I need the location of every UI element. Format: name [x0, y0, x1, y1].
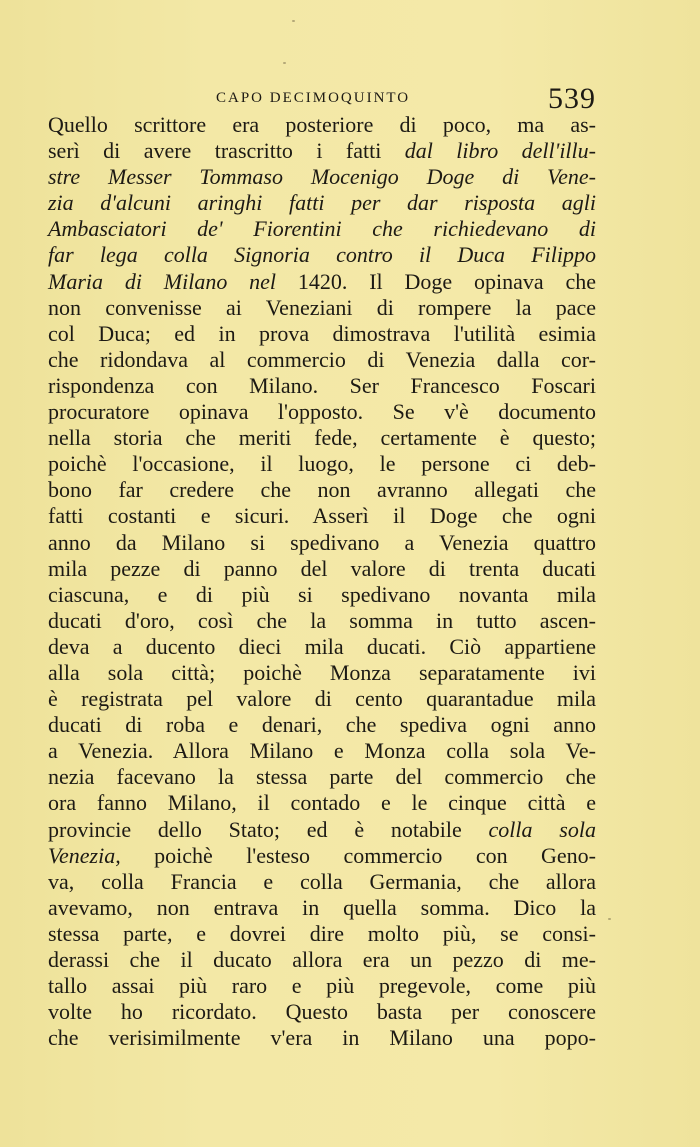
text-segment: ducati d'oro, così che la somma in tutto ascen- — [48, 607, 596, 633]
text-line — [48, 112, 596, 138]
text-line — [48, 425, 596, 451]
text-line — [48, 242, 596, 268]
text-line — [48, 738, 596, 764]
paper-speck — [608, 918, 611, 920]
running-head: CAPO DECIMOQUINTO — [216, 90, 411, 106]
text-segment: provincie dello Stato; ed è notabile — [48, 816, 489, 842]
text-line — [48, 295, 596, 321]
text-line — [48, 973, 596, 999]
text-line — [48, 321, 596, 347]
text-segment: poichè l'esteso commercio con Geno- — [154, 842, 596, 868]
text-segment: procuratore opinava l'opposto. Se v'è documento — [48, 399, 596, 425]
text-line — [48, 817, 596, 843]
text-line — [48, 895, 596, 921]
text-line — [48, 921, 596, 947]
text-line — [48, 764, 596, 790]
text-segment: derassi che il ducato allora era un pezzo di me- — [48, 947, 596, 972]
italic-text: colla sola — [488, 816, 596, 842]
text-segment: non convenisse ai Veneziani di rompere la pace — [48, 294, 596, 320]
italic-text: zia d'alcuni aringhi fatti per dar risposta agli — [48, 190, 596, 216]
text-line — [48, 999, 596, 1025]
text-segment: poichè l'occasione, il luogo, le persone ci deb- — [48, 451, 596, 477]
text-line — [48, 634, 596, 660]
text-segment: volte ho ricordato. Questo basta per conoscere — [48, 999, 596, 1025]
text-line — [48, 686, 596, 712]
text-segment: avevamo, non entrava in quella somma. Dico la — [48, 894, 596, 920]
italic-text: Venezia, — [48, 842, 155, 868]
text-line — [48, 216, 596, 242]
text-segment: rispondenza con Milano. Ser Francesco Foscari — [48, 372, 596, 398]
text-line — [48, 503, 596, 529]
text-segment: va, colla Francia e colla Germania, che allora — [48, 868, 596, 894]
text-line — [48, 269, 596, 295]
text-segment: bono far credere che non avranno allegati che — [48, 477, 596, 503]
text-line — [48, 582, 596, 608]
text-line — [48, 451, 596, 477]
text-segment: alla sola città; poichè Monza separatamente ivi — [48, 659, 596, 685]
text-segment: a Venezia. Allora Milano e Monza colla sola Ve- — [48, 738, 596, 764]
text-line — [48, 1025, 596, 1051]
text-line — [48, 712, 596, 738]
text-segment: fatti costanti e sicuri. Asserì il Doge che ogni — [48, 503, 596, 529]
text-segment: che ridondava al commercio di Venezia dalla cor- — [48, 346, 596, 372]
text-line — [48, 399, 596, 425]
text-segment: nella storia che meriti fede, certamente è questo; — [48, 425, 596, 451]
text-segment: è registrata pel valore di cento quarantadue mila — [48, 686, 596, 712]
italic-text: dal libro dell'illu- — [404, 138, 596, 164]
paper-speck — [292, 20, 295, 22]
text-line — [48, 843, 596, 869]
text-line — [48, 347, 596, 373]
text-segment: stessa parte, e dovrei dire molto più, se consi- — [48, 920, 596, 946]
text-segment: ducati di roba e denari, che spediva ogni anno — [48, 712, 596, 738]
text-line — [48, 556, 596, 582]
text-segment: ora fanno Milano, il contado e le cinque città e — [48, 790, 596, 816]
text-line — [48, 190, 596, 216]
text-segment: 1420. Il Doge opinava che — [297, 268, 596, 294]
text-line — [48, 530, 596, 556]
text-line — [48, 373, 596, 399]
italic-text: Ambasciatori de' Fiorentini che richiedevano di — [48, 216, 596, 242]
text-line — [48, 477, 596, 503]
text-line — [48, 608, 596, 634]
text-segment: col Duca; ed in prova dimostrava l'utilità esimia — [48, 320, 596, 346]
paper-speck — [283, 62, 286, 64]
text-line — [48, 869, 596, 895]
text-segment: deva a ducento dieci mila ducati. Ciò appartiene — [48, 633, 596, 659]
body-text — [48, 112, 596, 1051]
text-segment: ciascuna, e di più si spedivano novanta mila — [48, 581, 596, 607]
italic-text: Maria di Milano nel — [48, 268, 298, 294]
italic-text: far lega colla Signoria contro il Duca Filippo — [48, 242, 596, 268]
text-segment: serì di avere trascritto i fatti — [48, 138, 405, 164]
text-line — [48, 660, 596, 686]
page-number: 539 — [548, 82, 596, 115]
text-segment: anno da Milano si spedivano a Venezia quattro — [48, 529, 596, 555]
italic-text: stre Messer Tommaso Mocenigo Doge di Vene- — [48, 164, 596, 190]
text-segment: Quello scrittore era posteriore di poco, ma as- — [48, 112, 596, 137]
text-line — [48, 790, 596, 816]
text-line — [48, 138, 596, 164]
text-segment: mila pezze di panno del valore di trenta ducati — [48, 555, 596, 581]
text-line — [48, 947, 596, 973]
text-segment: tallo assai più raro e più pregevole, come più — [48, 973, 596, 999]
text-segment: nezia facevano la stessa parte del commercio che — [48, 764, 596, 790]
text-segment: che verisimilmente v'era in Milano una popo- — [48, 1025, 596, 1051]
text-line — [48, 164, 596, 190]
